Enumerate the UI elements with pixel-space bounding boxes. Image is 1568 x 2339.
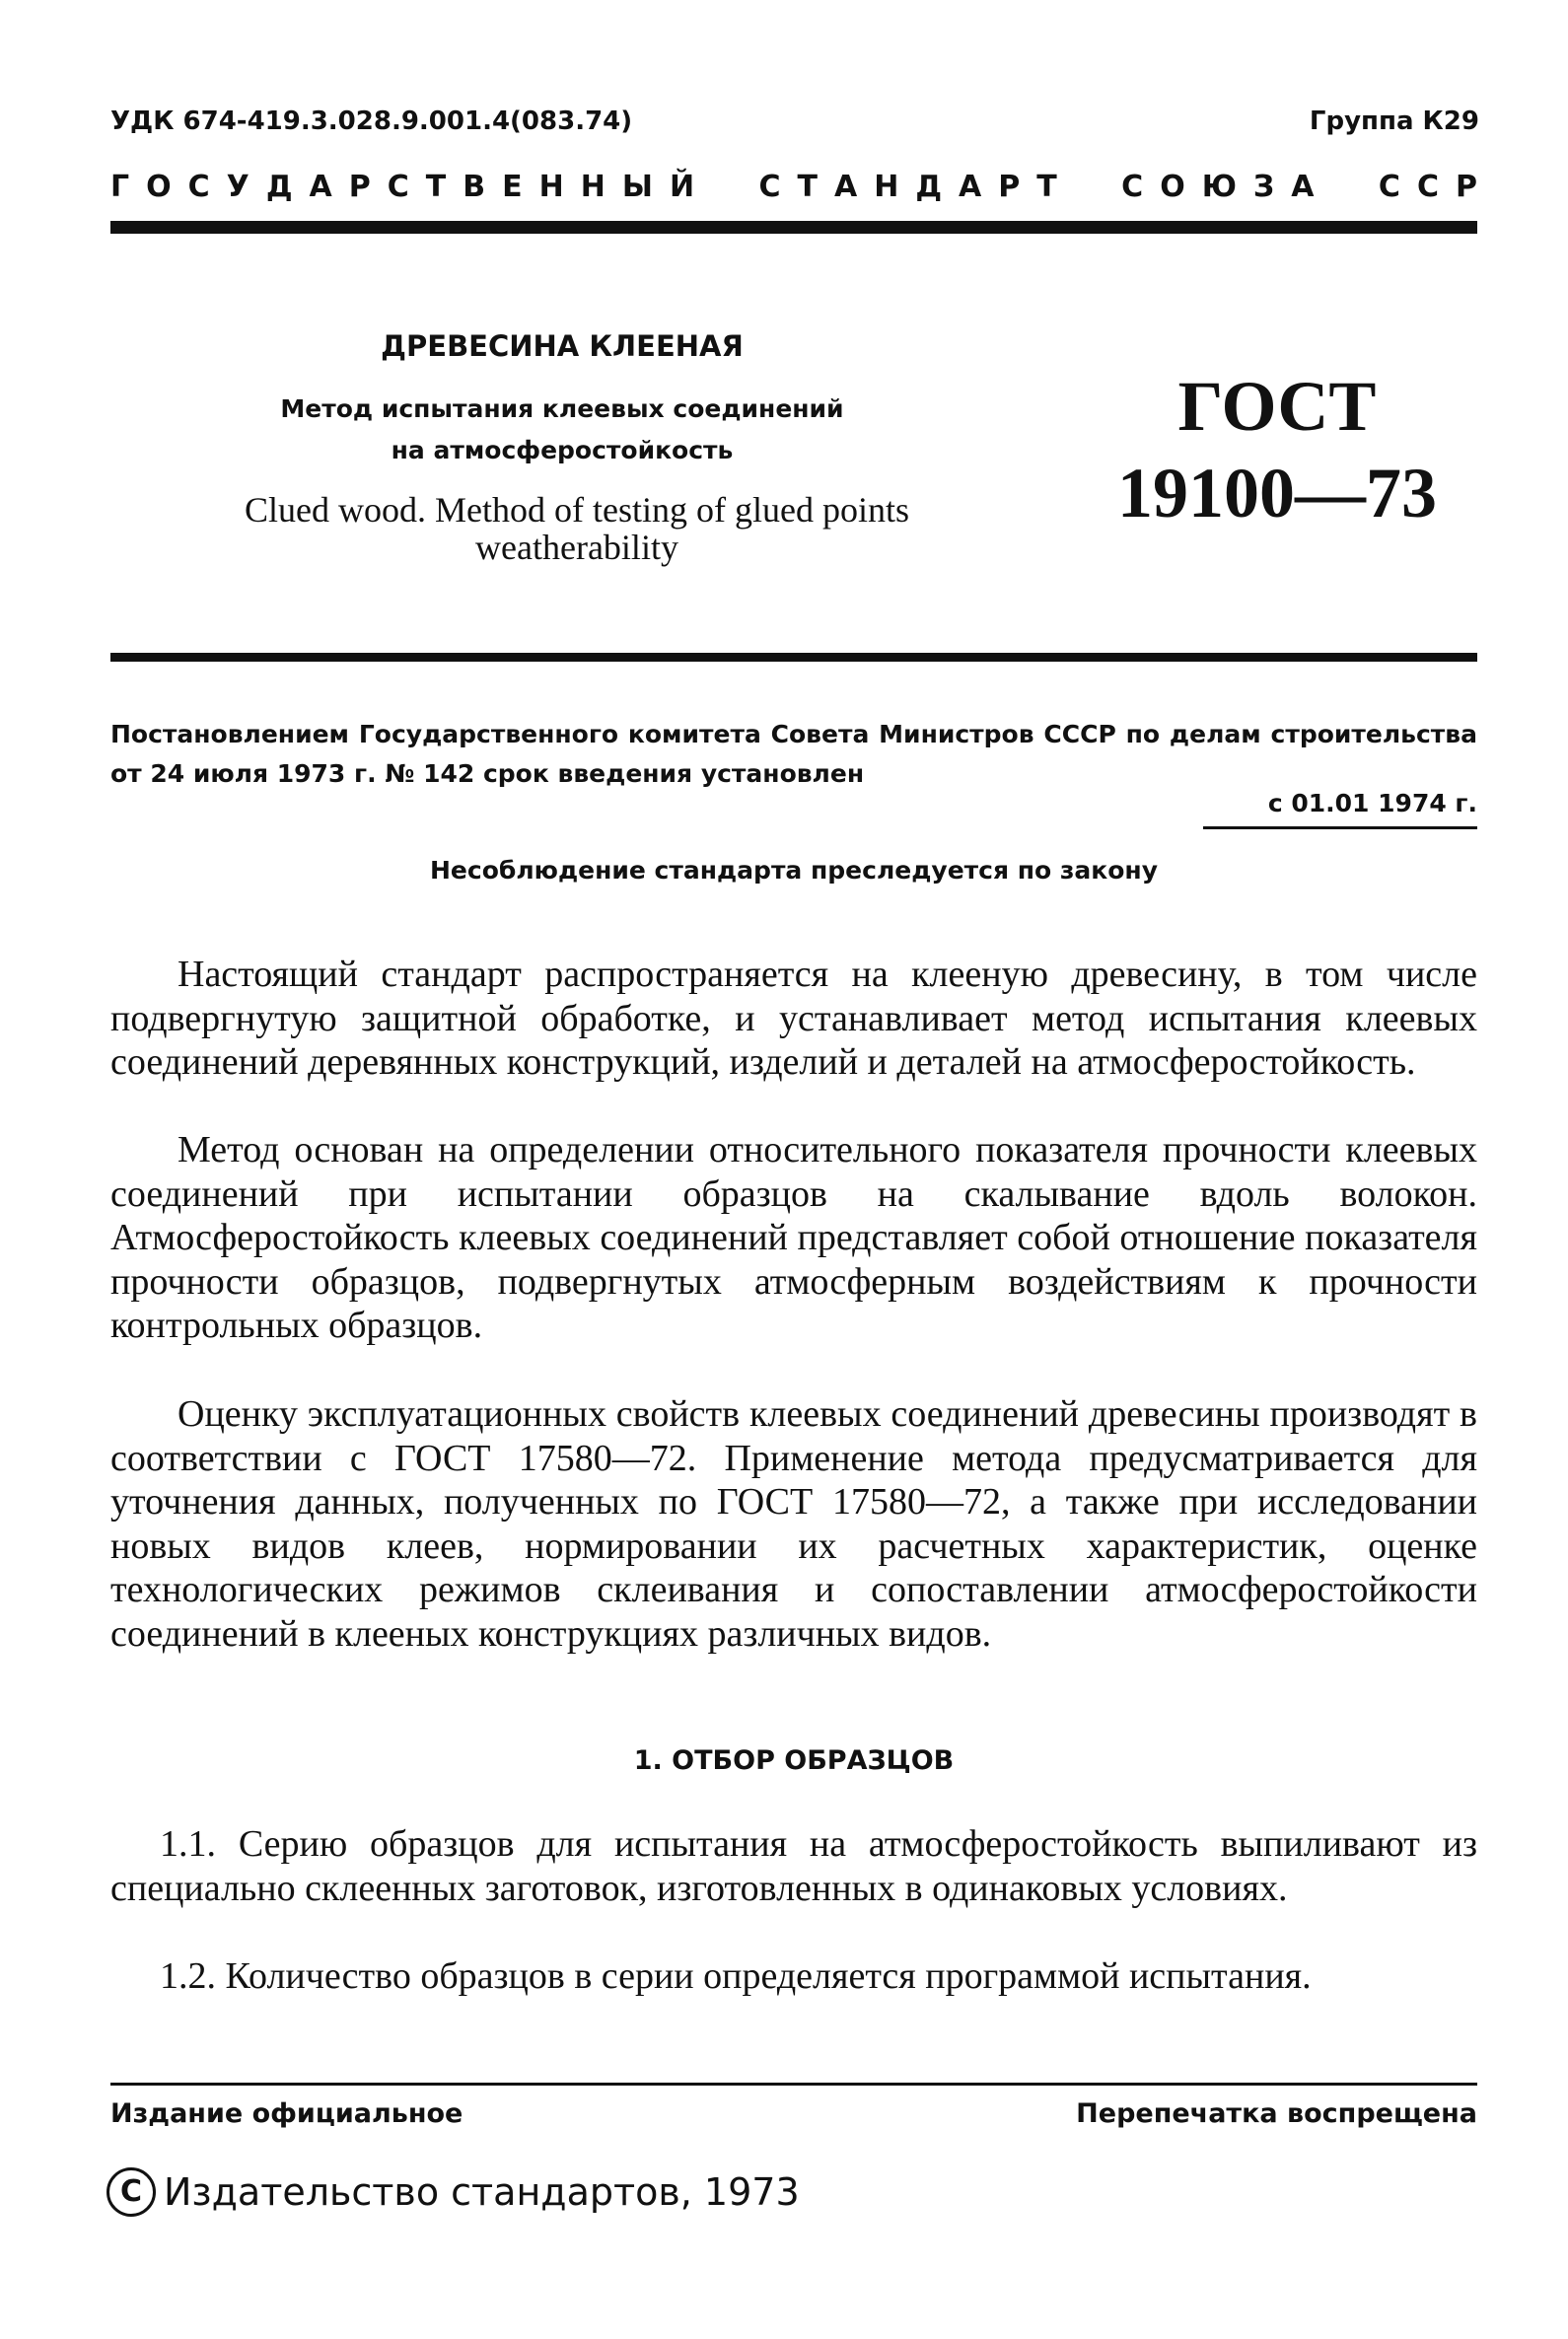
banner-letter: Р bbox=[998, 170, 1021, 204]
banner-letter: С bbox=[1416, 170, 1439, 204]
english-title bbox=[158, 491, 996, 566]
banner-letter: А bbox=[959, 170, 982, 204]
banner-letter: Ы bbox=[621, 170, 653, 204]
english-title-line-1: Clued wood. Method of testing of glued points bbox=[245, 490, 909, 530]
date-underline bbox=[1203, 826, 1477, 829]
banner-letter: Н bbox=[874, 170, 899, 204]
decree-text: Постановлением Государственного комитета Совета Министров СССР по делам строительства от 24 июля 1973 г. № 142 срок введения установлен bbox=[110, 720, 1477, 788]
law-notice: Несоблюдение стандарта преследуется по закону bbox=[430, 856, 1158, 885]
title-rule bbox=[110, 653, 1477, 662]
banner-letter: У bbox=[226, 170, 249, 204]
banner-letter: С bbox=[387, 170, 409, 204]
banner-letter: О bbox=[1160, 170, 1185, 204]
group-code: Группа К29 bbox=[1309, 106, 1479, 136]
banner-letter: Т bbox=[797, 170, 818, 204]
banner-letter: Е bbox=[502, 170, 523, 204]
banner-letter: С bbox=[758, 170, 781, 204]
english-title-line-2: weatherability bbox=[475, 528, 678, 567]
banner-letter: С bbox=[1121, 170, 1144, 204]
banner-word-3 bbox=[1121, 170, 1314, 204]
banner-letter: З bbox=[1252, 170, 1275, 204]
banner-letter: Н bbox=[538, 170, 564, 204]
banner-letter: А bbox=[309, 170, 332, 204]
banner-letter: Ю bbox=[1201, 170, 1237, 204]
banner-letter: С bbox=[187, 170, 210, 204]
gost-label: ГОСТ bbox=[1177, 367, 1377, 446]
gost-designation bbox=[1114, 363, 1440, 536]
banner-letter: В bbox=[463, 170, 486, 204]
banner-letter: Г bbox=[110, 170, 130, 204]
footer-rule bbox=[110, 2083, 1477, 2086]
subtitle-line-2: на атмосферостойкость bbox=[391, 436, 734, 464]
banner-word-2 bbox=[758, 170, 1056, 204]
banner-letter: Й bbox=[669, 170, 695, 204]
banner-letter: Н bbox=[580, 170, 606, 204]
banner-letter: Д bbox=[265, 170, 293, 204]
document-title: ДРЕВЕСИНА КЛЕЕНАЯ bbox=[381, 329, 744, 363]
edition-label: Издание официальное bbox=[110, 2098, 463, 2129]
standard-banner bbox=[110, 170, 1477, 204]
banner-letter: Р bbox=[1455, 170, 1477, 204]
section-heading: 1. ОТБОР ОБРАЗЦОВ bbox=[633, 1745, 955, 1776]
clause-1-2: 1.2. Количество образцов в серии определяется программой испытания. bbox=[160, 1955, 1312, 1997]
banner-letter: Т bbox=[425, 170, 447, 204]
header-rule bbox=[110, 221, 1477, 234]
publisher-name: Издательство стандартов, 1973 bbox=[164, 2170, 800, 2214]
banner-letter: Д bbox=[915, 170, 943, 204]
copyright-icon: C bbox=[107, 2167, 156, 2217]
gost-number: 19100—73 bbox=[1117, 454, 1437, 532]
udk-code: УДК 674-419.3.028.9.001.4(083.74) bbox=[110, 106, 633, 136]
banner-letter: А bbox=[833, 170, 858, 204]
banner-letter: С bbox=[1378, 170, 1400, 204]
subtitle-line-1: Метод испытания клеевых соединений bbox=[280, 394, 844, 423]
banner-letter: А bbox=[1291, 170, 1315, 204]
banner-word-1 bbox=[110, 170, 694, 204]
banner-word-4 bbox=[1379, 170, 1477, 204]
clause-1-1: 1.1. Серию образцов для испытания на атмосферостойкость выпиливают из специально склеенных заготовок, изготовленных в одинаковых условиях. bbox=[110, 1823, 1477, 1909]
reprint-notice: Перепечатка воспрещена bbox=[1076, 2098, 1477, 2129]
document-subtitle bbox=[227, 389, 897, 471]
body-paragraph-3: Оценку эксплуатационных свойств клеевых соединений древесины производят в соответствии с ГОСТ 17580—72. Применение метода предусматривается для уточнения данных, полученных по ГОСТ 17580—72, а также при исследовании новых видов клеев, нормировании их расчетных характеристик, оценке технологических режимов склеивания и сопоставлении атмосферостойкости соединений в клееных конструкциях различных видов. bbox=[110, 1393, 1477, 1655]
banner-letter: О bbox=[146, 170, 172, 204]
publisher-line bbox=[107, 2167, 800, 2217]
banner-letter: Р bbox=[348, 170, 371, 204]
body-paragraph-1: Настоящий стандарт распространяется на клееную древесину, в том числе подвергнутую защитной обработке, и устанавливает метод испытания клеевых соединений деревянных конструкций, изделий и деталей на атмосферостойкость. bbox=[110, 954, 1477, 1084]
body-paragraph-2: Метод основан на определении относительного показателя прочности клеевых соединений при испытании образцов на скалывание вдоль волокон. Атмосферостойкость клеевых соединений представляет собой отношение показателя прочности образцов, подвергнутых атмосферным воздействиям к прочности контрольных образцов. bbox=[110, 1129, 1477, 1347]
decree-date: с 01.01 1974 г. bbox=[1267, 789, 1477, 817]
banner-letter: Т bbox=[1036, 170, 1057, 204]
